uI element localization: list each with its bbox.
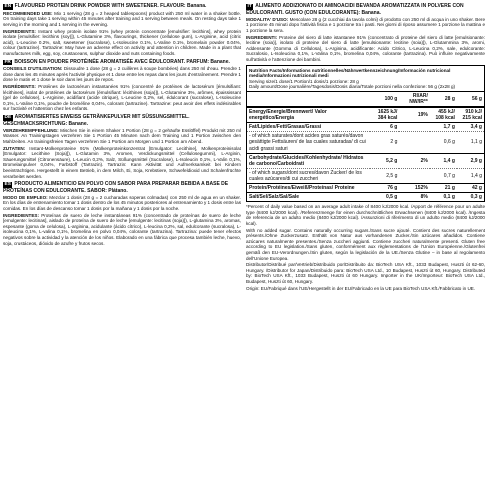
nutrition-row <box>247 184 484 193</box>
section-title: ALIMENTO ADDIZIONATO DI AMINOACIDI BEVANDA AROMATIZZATA IN POLVERE CON EDULCORANTI. GUSTO (CON EDULCORANTE): Banana. <box>246 3 464 16</box>
nutrient-value: 8% <box>399 193 429 202</box>
nutrition-row <box>247 132 484 153</box>
ingredients-label: INGREDIENTI: <box>246 34 278 40</box>
lang-badge: DE <box>4 115 12 120</box>
usage-text: Mezclar 1 dosis (28 g = 2 cucharadas soperas colmadas) con 250 ml de agua en un shaker. En los días de entrenamiento tomar 1 dosis dentro de los 45 minutos posteriores al entrenamiento y 1 dosis entre las comidas. En los días de descanso tomar 1 dosis por la mañana y 1 dosis por la noche. <box>3 194 241 212</box>
nutrition-footnote: *Percent of daily value based on an average adult intake of 8400 kJ/2000 kcal. /Apport de référence pour un adulte type (8400 kJ/2000 kcal). /Referenzmenge für einen durchschnittlichen Erwachsenen (8400 kJ/2000 kcal). /Ingesta de referencia de un adulto medio (8400 kJ/2000 kcal). /Assunzioni di riferimento di un adulto medio (8400 kJ/2000 kcal). <box>246 204 485 226</box>
right-column <box>246 3 485 292</box>
origin-info: Origin: EU/Fabriqué dans l'UE/Hergestellt in der EU/Fabricado en la UE para BioTech USA Kft./Fabbricato in UE. <box>246 285 476 291</box>
ingredients-text: Proteínas de suero de leche instantáneas 91% (concentrado de proteínas de suero de leche [emulgente: lecitinas], aislado de proteína de suero de leche [emulgente: lecitinas (soja)]), L-glutamina 3%, aromas, espesante (goma de celulosa), L-arginina, acidulante (ácido cítrico), L-leucina 0,2%, sal, edulcorante (sucralosa), L-isoleucina 0,1%, L-valina 0,1%, bromelina en polvo 0,04%, colorante (tartrazina). Tartrazina: puede tener efectos negativos sobre la actividad y la atención de los niños. Elaborado en una fábrica que procesa también leche, huevo, soja, crustáceos, dióxido de azufre y frutos secos. <box>3 212 241 246</box>
usage-label: CONSEILS D'UTILISATION: <box>3 66 63 72</box>
section-heading <box>3 181 241 194</box>
nutrient-name: Energy/Energie/Brennwert/ Valor energético/Energia <box>247 107 370 123</box>
nutrient-value: 1,1 g <box>457 132 484 153</box>
usage-label: VERZEHREMPFEHLUNG: <box>3 127 59 133</box>
section-heading <box>3 59 241 66</box>
section-en <box>3 3 241 57</box>
ingredients-paragraph <box>3 146 241 180</box>
nutrient-value: 21 g <box>430 184 457 193</box>
nutrient-name: - of which saturates/dont acides gras saturés/davon gesättigte Fettsäuren/ de las cuales saturadas/ di cui acidi grassi saturi <box>247 132 370 153</box>
nutrient-value: 0,6 g <box>430 132 457 153</box>
nutrient-value <box>399 123 429 132</box>
ingredients-label: INGRÉDIENTS: <box>3 84 36 90</box>
nutrient-value: 0,1 g <box>430 193 457 202</box>
usage-paragraph <box>3 66 241 83</box>
nutrient-value: 0,7 g <box>430 168 457 183</box>
usage-paragraph <box>246 17 485 34</box>
nutrient-value: 19% <box>399 107 429 123</box>
ingredients-label: INGREDIENTS: <box>3 28 36 34</box>
ingredients-text: Instant-Molkenproteine 91% (Molkenproteinkonzentrat [Emulgator: Lecithine], Molkenproteinisolat [Emulgator: Lecithine (Soja)]), L-Glutamin 3%, Aromen, Verdickungsmittel (Cellulosegummi), L-Arginin, Säuerungsmittel (Citronensäure), L-Leucin 0,2%, Salz, Süßungsmittel (Sucralose), L-Isoleucin 0,1%, L-Valin 0,1%, Bromelainpulver 0,04%, Farbstoff (Tartrazin). Tartrazin: Kann Aktivität und Aufmerksamkeit bei Kindern beeinträchtigen. Hergestellt in einem Betrieb, in dem Milch, Ei, Soja, Krebstiere, Schwefeldioxid und Schalenfrüchte verarbeitet werden. <box>3 145 241 179</box>
usage-text: Mix 1 serving (28 g = 2 heaped tablespoons) product with 250 ml water in a shaker bottle. On training days take 1 serving within 45 minutes after training and 1 serving between meals. On resting days take 1 serving in the morning and 1 serving in the evening. <box>3 10 241 27</box>
left-column <box>3 3 241 248</box>
section-title: FLAVOURED PROTEIN DRINK POWDER WITH SWEETENER. FLAVOUR: Banana. <box>14 3 207 9</box>
section-heading <box>246 3 485 16</box>
section-title: AROMATISIERTES EIWEISS GETRÄNKEPULVER MIT SÜSSUNGSMITTEL. GESCHMACKSRICHTUNG: Banane. <box>3 114 190 127</box>
nutrition-title: Nutrition Facts/Informations nutritionnelles/Nährwertkennzeichnung/Información nutricional media/Informazioni nutrizionali medi <box>249 67 451 79</box>
lang-badge: EN <box>4 4 12 9</box>
nutrition-header <box>247 66 484 92</box>
ingredients-paragraph <box>3 29 241 57</box>
nutrient-name: Salt/Sel/Salz/Sal/Sale <box>247 193 370 202</box>
nutrient-name: - of which sugars/dont sucres/davon Zucker/ de los cuales azúcares/di cui zuccheri <box>247 168 370 183</box>
section-de <box>3 114 241 179</box>
usage-label: MODO DE EMPLEO: <box>3 194 48 200</box>
nutrient-value: 2,5 g <box>370 168 399 183</box>
nutrition-rows <box>247 107 484 201</box>
nutrient-value <box>399 132 429 153</box>
nutrient-value: 2 g <box>370 132 399 153</box>
nutrition-row <box>247 168 484 183</box>
col-header: RI/AR/ NW/IR** <box>409 92 428 105</box>
ingredients-label: INGREDIENTES: <box>3 212 39 218</box>
nutrition-table <box>246 65 485 203</box>
usage-text: Mescolare 28 g (2 cucchiai da tavola colmi) di prodotto con 250 ml di acqua in uno shaker. Bere 1 porzione 45 minuti dopo l'attività fisica e 1 porzione tra i pasti. Nei giorni di riposo assumere 1 porzione la mattina e 1 porzione la sera. <box>246 16 485 33</box>
nutrient-value: 152% <box>399 184 429 193</box>
usage-label: RECOMMENDED USE: <box>3 10 53 16</box>
ingredients-paragraph <box>3 84 241 112</box>
serving-size: Serving size/1 dose/1 Portion/1 dosis/1 porzione: 28 g <box>249 78 359 84</box>
col-header: 100 g <box>384 95 398 102</box>
distributor-info: Distributor/Distribué par/Vertrieb/Distribuido por/Distribuito da: BioTech USA Kft., 1033 Budapest, Huszti út 62-60, Hungary. /Distributor for Japan/Distribuido para: BioTech USA Ltd., 10 Budapest, Huszti út 60, Hungary. Distributed by: BioTech USA Kft., 1033 Budapest, Huszti út 60 Hungary. Importer in the UK/Importeur: BioTech USA Ltd., Budapest, Huszti út 60, Hungary. <box>246 262 485 284</box>
section-it <box>246 3 485 63</box>
section-title: BOISSON EN POUDRE PROTÉINÉE AROMATISÉE AVEC ÉDULCORANT. PARFUM: Banane. <box>14 58 230 65</box>
section-heading <box>3 114 241 127</box>
section-fr <box>3 59 241 113</box>
section-es <box>3 181 241 246</box>
nutrient-value: 1,7 g <box>430 123 457 132</box>
usage-paragraph <box>3 128 241 145</box>
usage-paragraph <box>3 11 241 28</box>
sugar-gluten-statement: With no added sugar. Contains naturally occurring sugars./Sans sucre ajouté. Contient des sucres naturellement présents./Ohne Zuckerzusatz. Enthält von Natur aus vorhandenen Zucker./Sin azúcares añadidos. Contiene azúcares naturalmente presentes./Senza zuccheri aggiunti. Contiene zuccheri naturalmente presenti. Gluten free according to EU legislation./Sans gluten, conformément aux règlementations de l'Union Européenne./Glutenfrei gemäß den EU-Verordnungen./Sin gluten, según la legislación de la UE./Senza Glutine – in base al regolamento dell'Unione Europea. <box>246 227 485 261</box>
ingredients-text: Instant whey protein isolate 91% (whey protein concentrate [emulsifier: lecithins], whey protein isolate [emulsifier: lecithins (soy)]), L-Glutamine 3%, flavourings, thickener (cellulose gum), L-Arginine, acid (citric acid), L-Leucine 0.2%, salt, sweetener (sucralose), L-Isoleucine 0.1%, L-Valine 0.1%, bromelain powder 0.04%, colour (tartrazine). Tartrazine: May have an adverse effect on activity and attention in children. Made in a plant that manufactures milk, egg, soy, crustaceans, sulphur dioxide and nuts containing foods. <box>3 28 241 56</box>
ingredients-text: Protéines de lactosérum instantanées 91% (concentré de protéines de lactosérum [émulsifiant: lécithines], isolat de protéines de lactosérum [émulsifiant: lécithines (soja)]), L-Glutamine 3%, arômes, épaississant (gel de cellulose), L-Arginine, acidifiant (acide citrique), L-Leucine 0,2%, sel, édulcorant (sucralose), L-Isoleucine 0,1%, L-Valine 0,1%, poudre de broméline 0,04%, colorant (tartrazine). Tartrazine: peut avoir des effets indésirables sur l'activité et l'attention chez les enfants. <box>3 84 241 112</box>
nutrient-value: 0,5 g <box>370 193 399 202</box>
nutrient-value: 1,4 g <box>430 153 457 168</box>
usage-label: MODALITA' D'USO: <box>246 16 289 22</box>
nutrient-value: 2,9 g <box>457 153 484 168</box>
usage-text: Dissoudre 1 dose (28 g = 2 cuillères à soupe bombées) dans 250 ml d'eau. Prendre 1 dose dans les 45 minutes après l'activité physique et 1 dose entre les repas dans les jours d'entraînement. Prendre 1 dose le matin et 1 dose le soir dans les jours de repos. <box>3 66 241 83</box>
nutrition-row <box>247 153 484 168</box>
section-heading <box>3 3 241 10</box>
ingredients-text: Proteine del siero di latte istantanee 91% (concentrato di proteine del siero di latte [emulsionante: lecitine (soia)], isolato di proteine del siero di latte [emulsionante: lecitine (soia)]), L-Glutammina 3%, aromi, Addensante (Gomma di Cellulosa), L-Arginina, acidificante: Acido Citrico, L-Leucina 0,2%, sale, edulcorante: Sucralosio, L-Isoleucina 0,1%, L-Valina 0,1%, bromelina 0,04%, colorante (tartrazina). Può influire negativamente sull'attività e l'attenzione dei bambini. <box>246 34 485 62</box>
ingredients-label: ZUTATEN: <box>3 145 26 151</box>
nutrient-value <box>399 168 429 183</box>
nutrient-value: 76 g <box>370 184 399 193</box>
section-title: PRODUCTO ALIMENTICIO EN POLVO CON SABOR PARA PREPARAR BEBIDA A BASE DE PROTEÍNAS CON EDULCORANTE. SABOR: Plátano. <box>3 181 229 194</box>
lang-badge: FR <box>4 59 11 65</box>
nutrient-value: 5,2 g <box>370 153 399 168</box>
nutrition-column-headers <box>247 92 484 107</box>
nutrient-value: 3,4 g <box>457 123 484 132</box>
nutrient-value: 1,4 g <box>457 168 484 183</box>
daily-amount: Daily amount/Dose journalière/Tagesdosis/Dosis diaria/Totale porzioni nella confezione: 56 g (2x28 g) <box>249 84 456 90</box>
nutrition-row <box>247 107 484 123</box>
ingredients-paragraph <box>246 35 485 63</box>
nutrient-name: Carbohydrate/Glucides/Kohlenhydrate/ Hidratos de carbono/Carboidrati <box>247 153 370 168</box>
nutrient-value: 42 g <box>457 184 484 193</box>
ingredients-paragraph <box>3 213 241 247</box>
nutrition-values-table <box>247 92 484 201</box>
nutrient-value: 910 kJ/ 215 kcal <box>457 107 484 123</box>
usage-text: Mischen Sie in einem Shaker 1 Portion (28 g = 2 gehäufte Esslöffel) Produkt mit 250 ml Wasser. An Trainingstagen verzehren Sie 1 Portion 45 Minuten nach dem Training und 1 Portion zwischen den Mahlzeiten. An trainingsfreien Tagen verzehren Sie 1 Portion am Morgen und 1 Portion am Abend. <box>3 127 241 144</box>
lang-badge: ES <box>4 182 11 188</box>
nutrition-row <box>247 193 484 202</box>
empty-header <box>247 92 370 107</box>
nutrition-row <box>247 123 484 132</box>
usage-paragraph <box>3 195 241 212</box>
col-header: 56 g <box>471 95 482 102</box>
col-header: 28 g <box>444 95 455 102</box>
lang-badge: IT <box>247 4 252 9</box>
nutrient-value: 2% <box>399 153 429 168</box>
nutrient-value: 0,3 g <box>457 193 484 202</box>
nutrient-value: 1625 kJ/ 384 kcal <box>370 107 399 123</box>
nutrient-name: Fat/Lipides/Fett/Grasas/Grassi <box>247 123 370 132</box>
nutrient-value: 6 g <box>370 123 399 132</box>
nutrient-value: 455 kJ/ 108 kcal <box>430 107 457 123</box>
nutrient-name: Protein/Protéines/Eiweiß/Proteínas/ Proteine <box>247 184 370 193</box>
